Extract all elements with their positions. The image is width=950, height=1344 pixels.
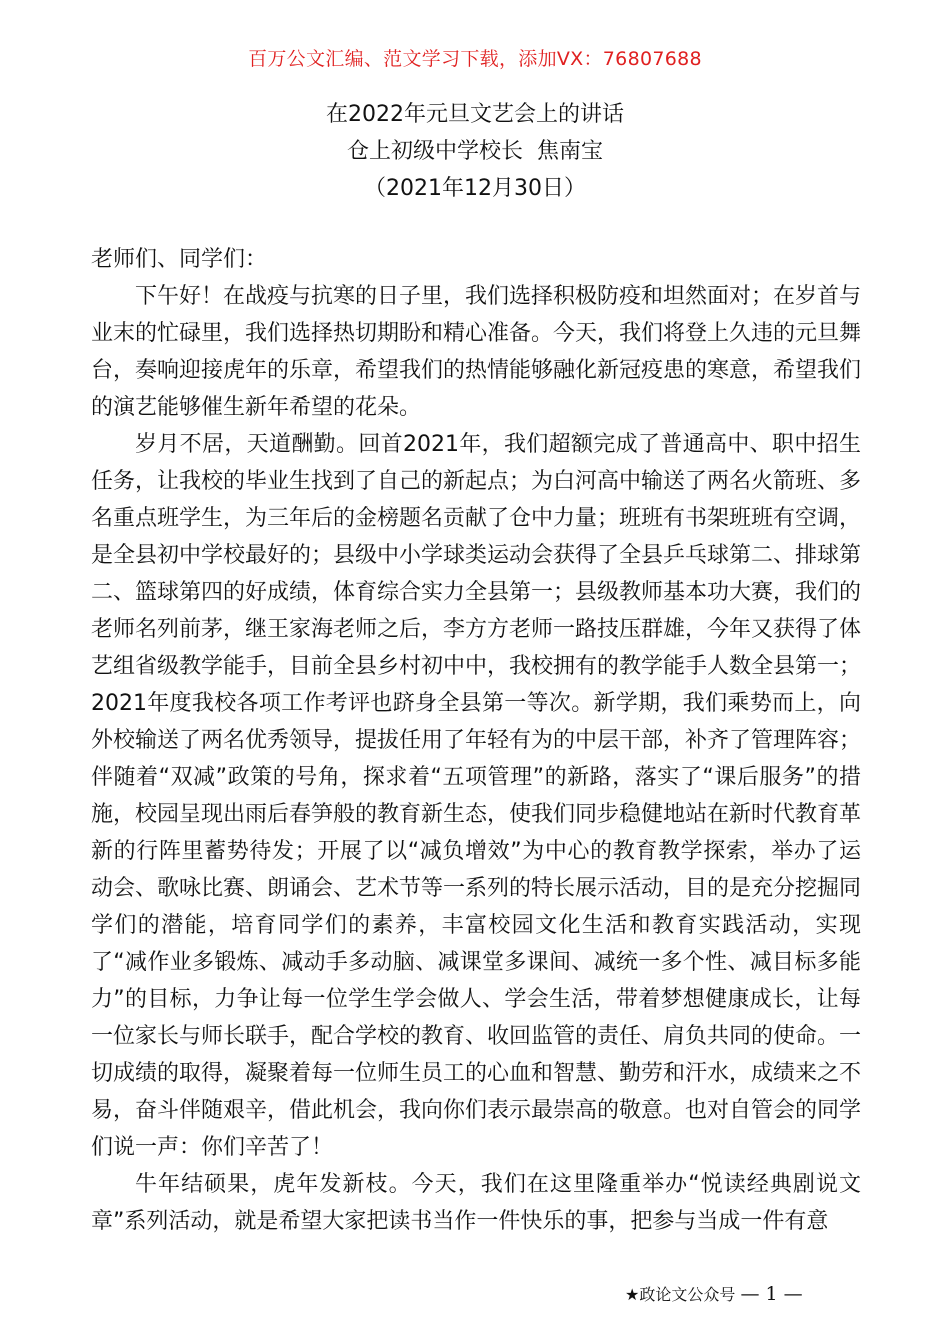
speech-body: [91, 241, 861, 1240]
speech-date: （2021年12月30日）: [364, 176, 586, 201]
speech-title: 在2022年元旦文艺会上的讲话: [326, 102, 624, 127]
paragraph-greeting: 下午好！在战疫与抗寒的日子里，我们选择积极防疫和坦然面对；在岁首与业末的忙碌里，我们选择热切期盼和精心准备。今天，我们将登上久违的元旦舞台，奏响迎接虎年的乐章，希望我们的热情能够融化新冠疫患的寒意，希望我们的演艺能够催生新年希望的花朵。: [91, 284, 862, 420]
paragraph-new-year: 牛年结硕果，虎年发新枝。今天，我们在这里隆重举办“悦读经典剧说文章”系列活动，就是希望大家把读书当作一件快乐的事，把参与当成一件有意: [91, 1172, 861, 1234]
page-number: — 1 —: [740, 1283, 803, 1305]
promo-banner: 百万公文汇编、范文学习下载，添加VX：76807688: [248, 48, 702, 70]
salutation: 老师们、同学们：: [91, 247, 268, 272]
speech-heading: [0, 96, 950, 207]
paragraph-achievements: 岁月不居，天道酬勤。回首2021年，我们超额完成了普通高中、职中招生任务，让我校的毕业生找到了自己的新起点；为白河高中输送了两名火箭班、多名重点班学生，为三年后的金榜题名贡献了仓中力量；班班有书架班班有空调，是全县初中学校最好的；县级中小学球类运动会获得了全县乒乓球第二、排球第二、篮球第四的好成绩，体育综合实力全县第一；县级教师基本功大赛，我们的老师名列前茅，继王家海老师之后，李方方老师一路技压群雄，今年又获得了体艺组省级教学能手，目前全县乡村初中中，我校拥有的教学能手人数全县第一；2021年度我校各项工作考评也跻身全县第一等次。新学期，我们乘势而上，向外校输送了两名优秀领导，提拔任用了年轻有为的中层干部，补齐了管理阵容；伴随着“双减”政策的号角，探求着“五项管理”的新路，落实了“课后服务”的措施，校园呈现出雨后春笋般的教育新生态，使我们同步稳健地站在新时代教育革新的行阵里蓄势待发；开展了以“减负增效”为中心的教育教学探索，举办了运动会、歌咏比赛、朗诵会、艺术节等一系列的特长展示活动，目的是充分挖掘同学们的潜能，培育同学们的素养，丰富校园文化生活和教育实践活动，实现了“减作业多锻炼、减动手多动脑、减课堂多课间、减统一多个性、减目标多能力”的目标，力争让每一位学生学会做人、学会生活，带着梦想健康成长，让每一位家长与师长联手，配合学校的教育、收回监管的责任、肩负共同的使命。一切成绩的取得，凝聚着每一位师生员工的心血和智慧、勤劳和汗水，成绩来之不易，奋斗伴随艰辛，借此机会，我向你们表示最崇高的敬意。也对自管会的同学们说一声：你们辛苦了！: [91, 432, 862, 1160]
page-footer: [625, 1279, 885, 1310]
footer-source: ★政论文公众号: [625, 1285, 736, 1304]
speaker-line: 仓上初级中学校长 焦南宝: [347, 139, 603, 164]
